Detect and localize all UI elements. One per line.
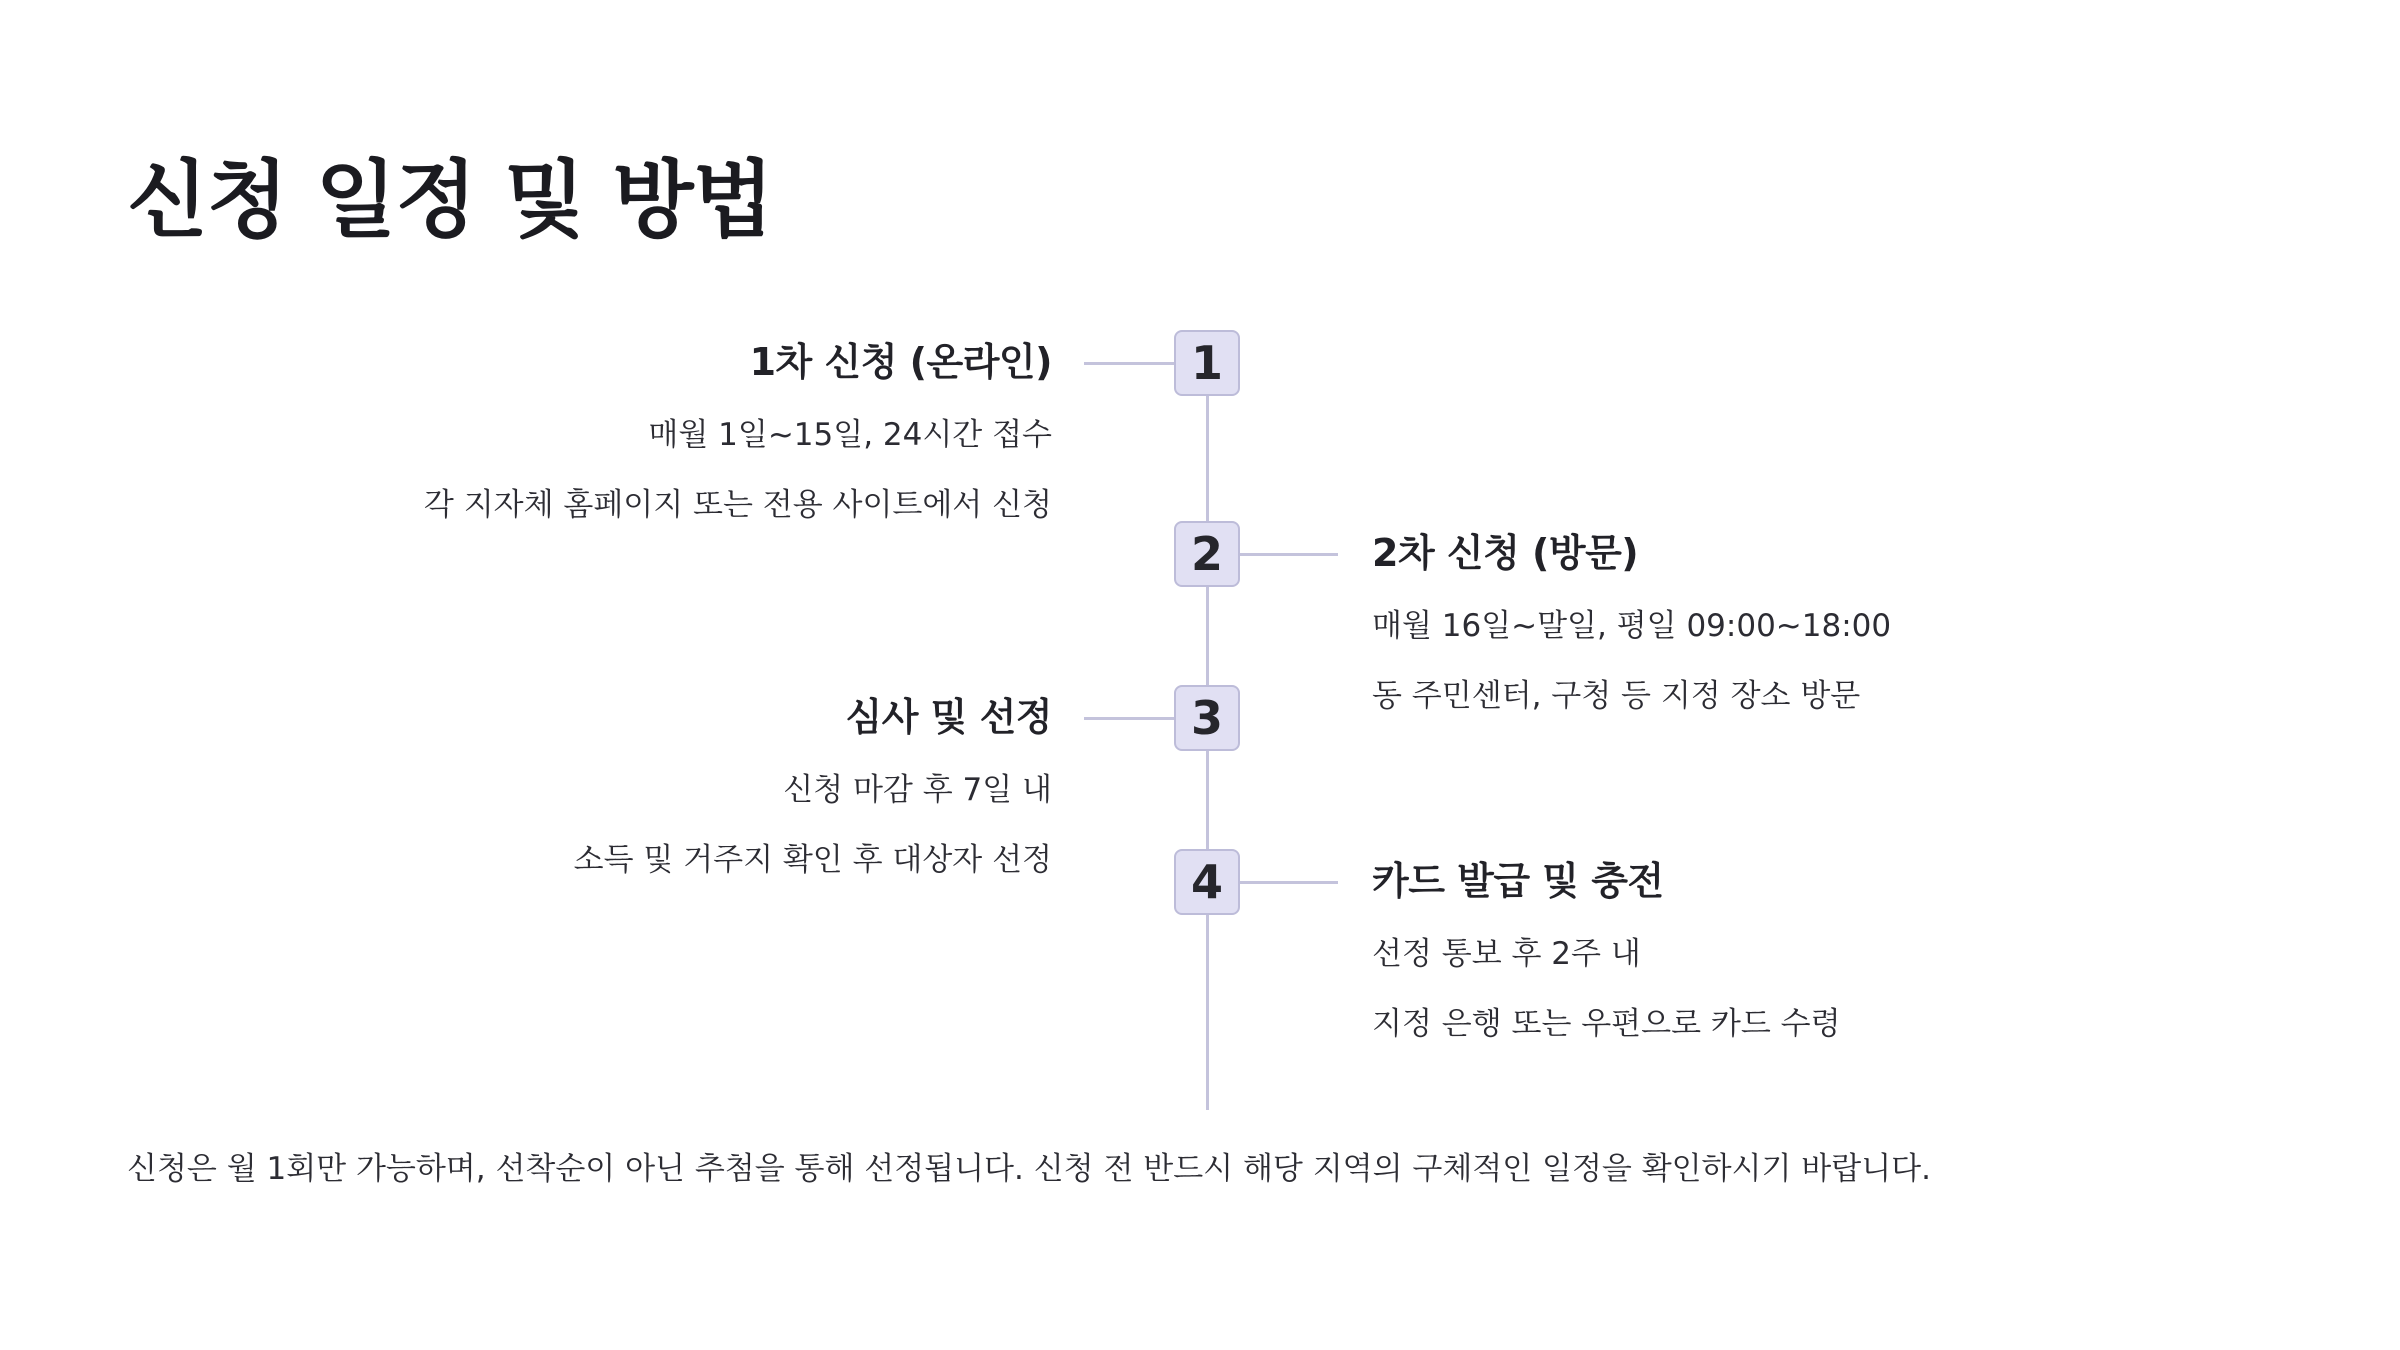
- page-title: 신청 일정 및 방법: [127, 151, 773, 249]
- step-3-connector: [1084, 717, 1176, 720]
- step-2-text: [1372, 525, 2092, 719]
- step-1-connector: [1084, 362, 1176, 365]
- step-1-detail-1: 매월 1일~15일, 24시간 접수: [648, 417, 1052, 453]
- step-1-text: [332, 334, 1052, 528]
- step-2-title: 2차 신청 (방문): [1372, 531, 1639, 575]
- step-4-detail-1: 선정 통보 후 2주 내: [1372, 936, 1641, 972]
- step-2-connector: [1240, 553, 1338, 556]
- footer-note: 신청은 월 1회만 가능하며, 선착순이 아닌 추첨을 통해 선정됩니다. 신청 전 반드시 해당 지역의 구체적인 일정을 확인하시기 바랍니다.: [127, 1151, 1931, 1187]
- step-4-number: 4: [1190, 855, 1223, 909]
- step-2-detail-1: 매월 16일~말일, 평일 09:00~18:00: [1372, 608, 1892, 644]
- step-4-text: [1372, 853, 2092, 1047]
- step-1-detail-2: 각 지자체 홈페이지 또는 전용 사이트에서 신청: [423, 487, 1052, 523]
- step-4-title: 카드 발급 및 충전: [1372, 859, 1664, 903]
- step-4-connector: [1240, 881, 1338, 884]
- step-1-number: 1: [1190, 336, 1223, 390]
- step-4-number-box: [1174, 849, 1240, 915]
- step-2-detail-2: 동 주민센터, 구청 등 지정 장소 방문: [1372, 678, 1861, 714]
- step-2-number-box: [1174, 521, 1240, 587]
- step-3-detail-2: 소득 및 거주지 확인 후 대상자 선정: [573, 842, 1052, 878]
- step-1-title: 1차 신청 (온라인): [749, 340, 1052, 384]
- step-1-number-box: [1174, 330, 1240, 396]
- step-3-title: 심사 및 선정: [845, 695, 1052, 739]
- step-3-detail-1: 신청 마감 후 7일 내: [783, 772, 1052, 808]
- step-4-detail-2: 지정 은행 또는 우편으로 카드 수령: [1372, 1006, 1841, 1042]
- step-2-number: 2: [1190, 527, 1223, 581]
- step-3-text: [332, 689, 1052, 883]
- step-3-number-box: [1174, 685, 1240, 751]
- step-3-number: 3: [1190, 691, 1223, 745]
